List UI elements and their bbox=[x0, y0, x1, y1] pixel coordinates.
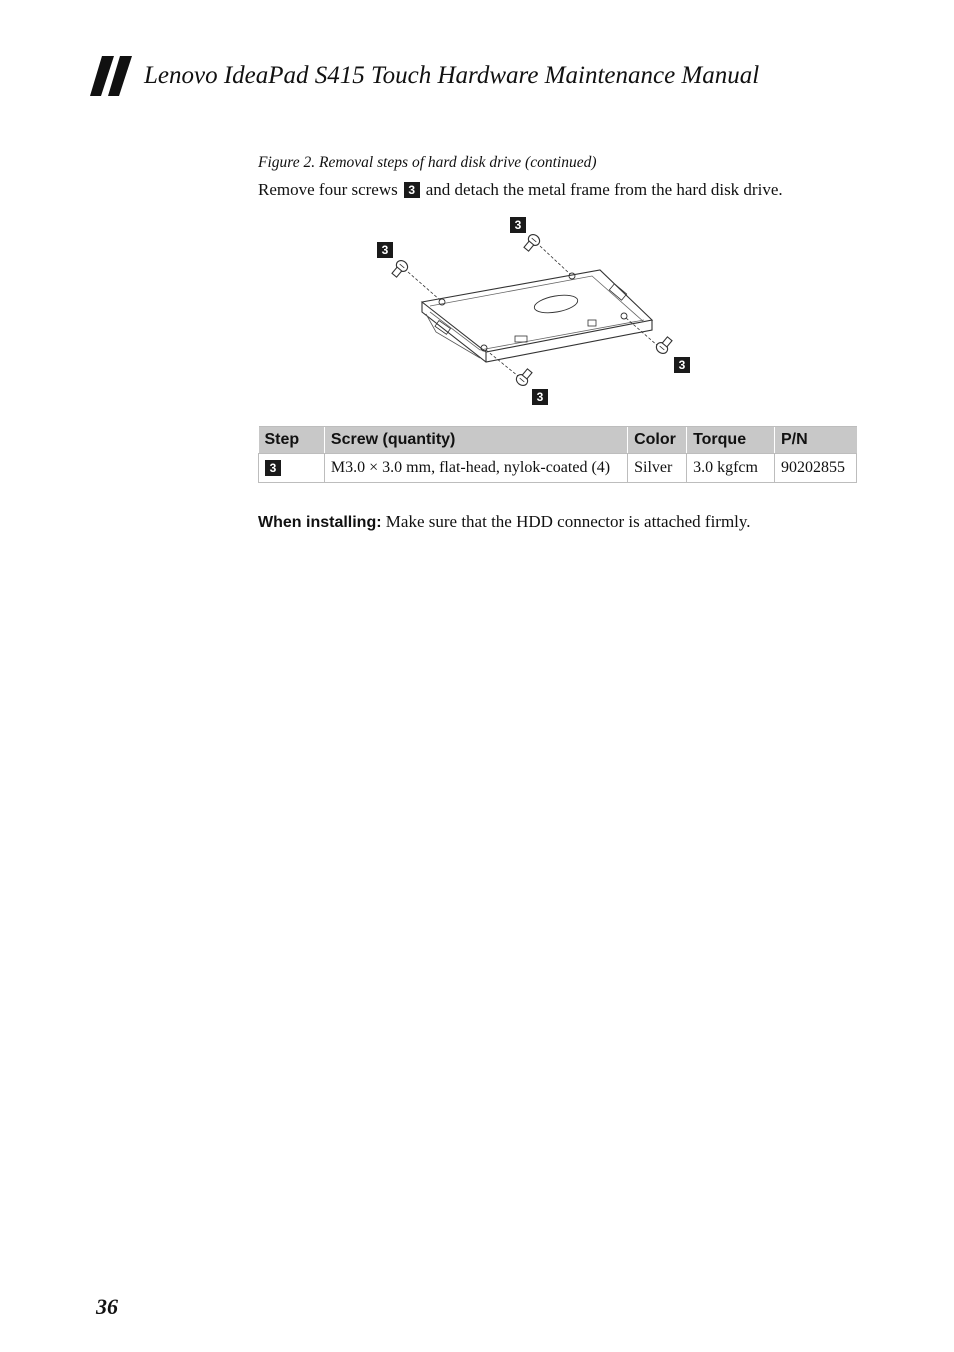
manual-title: Lenovo IdeaPad S415 Touch Hardware Maintenance Manual bbox=[144, 62, 760, 89]
cell-color: Silver bbox=[628, 454, 687, 483]
callout-badge: 3 bbox=[510, 217, 526, 233]
column-header-torque: Torque bbox=[687, 427, 775, 454]
cell-torque: 3.0 kgfcm bbox=[687, 454, 775, 483]
column-header-step: Step bbox=[259, 427, 325, 454]
instruction-text bbox=[258, 180, 783, 200]
note-label: When installing: bbox=[258, 514, 382, 531]
screw-icon bbox=[654, 335, 674, 356]
screw-icon bbox=[390, 258, 410, 279]
note-text: Make sure that the HDD connector is attached firmly. bbox=[385, 512, 751, 531]
hdd-frame-illustration bbox=[360, 212, 720, 412]
cell-screw: M3.0 × 3.0 mm, flat-head, nylok-coated (4) bbox=[324, 454, 627, 483]
callout-badge: 3 bbox=[674, 357, 690, 373]
page-number: 36 bbox=[96, 1294, 118, 1319]
step-badge: 3 bbox=[404, 182, 420, 198]
page-header bbox=[90, 56, 759, 96]
step-badge: 3 bbox=[265, 460, 281, 476]
instruction-after: and detach the metal frame from the hard disk drive. bbox=[425, 180, 783, 199]
cell-pn: 90202855 bbox=[774, 454, 856, 483]
hdd-removal-figure bbox=[360, 212, 720, 412]
double-slash-logo-icon bbox=[90, 56, 134, 96]
screw-icon bbox=[514, 367, 534, 388]
table-header-row bbox=[259, 427, 857, 454]
cell-step bbox=[259, 454, 325, 483]
table-row bbox=[259, 454, 857, 483]
screw-spec-table bbox=[258, 426, 857, 483]
column-header-screw: Screw (quantity) bbox=[324, 427, 627, 454]
column-header-pn: P/N bbox=[774, 427, 856, 454]
figure-caption: Figure 2. Removal steps of hard disk drive (continued) bbox=[258, 154, 597, 171]
installation-note bbox=[258, 512, 751, 532]
screw-icon bbox=[522, 232, 542, 253]
instruction-before: Remove four screws bbox=[258, 180, 398, 199]
callout-badge: 3 bbox=[377, 242, 393, 258]
column-header-color: Color bbox=[628, 427, 687, 454]
callout-badge: 3 bbox=[532, 389, 548, 405]
